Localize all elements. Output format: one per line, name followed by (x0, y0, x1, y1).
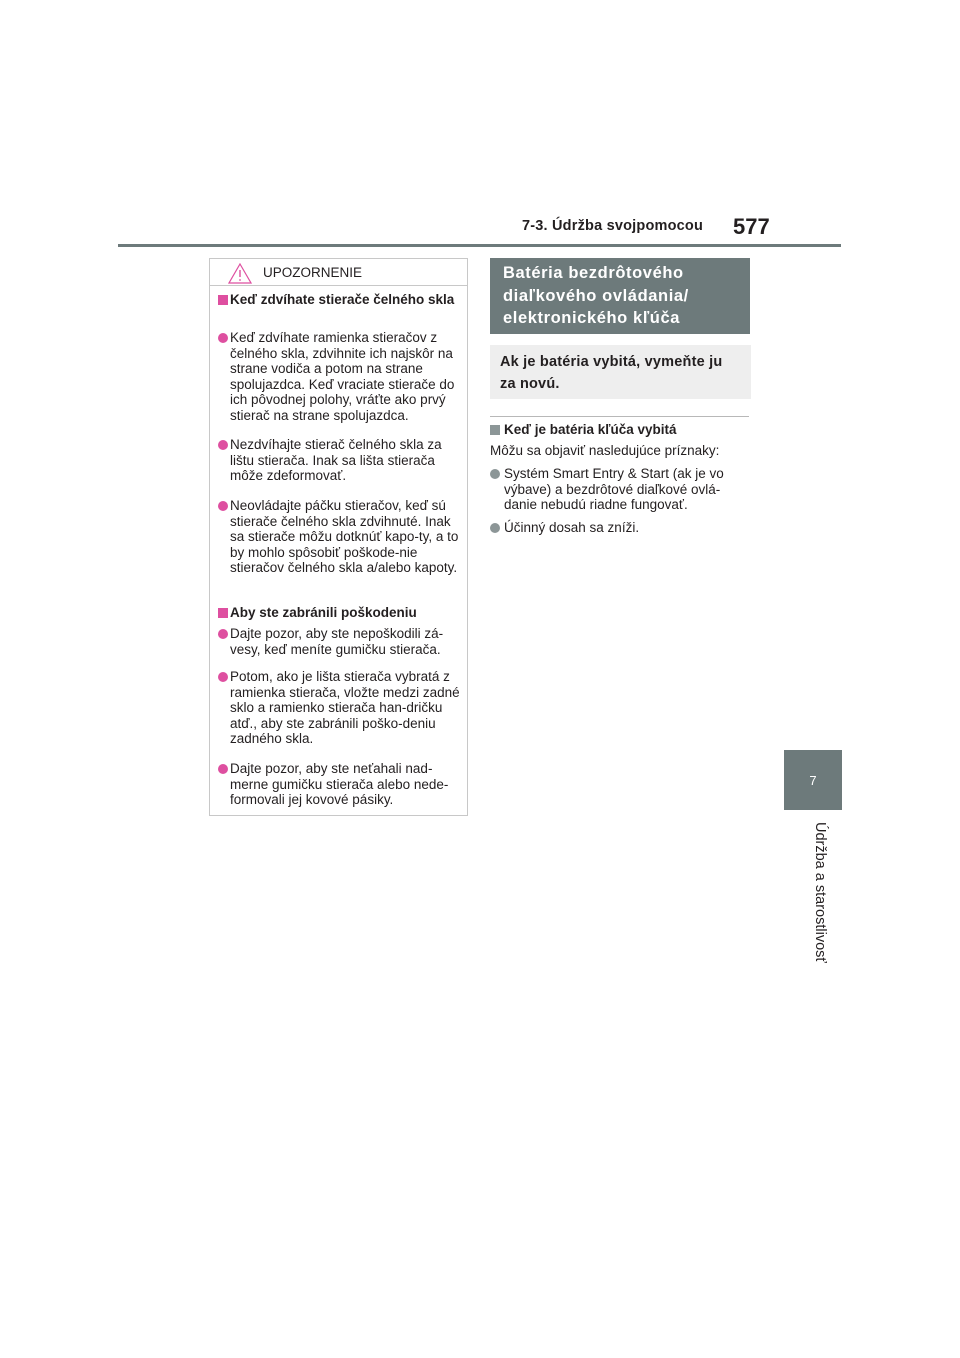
content-intro: Môžu sa objaviť nasledujúce príznaky: (490, 443, 720, 458)
section-title-line: diaľkového ovládania/ (503, 286, 689, 305)
round-bullet-icon (218, 764, 228, 774)
square-bullet-icon (490, 425, 500, 435)
caution-bullet: Dajte pozor, aby ste nepoškodili zá-vesy, keď meníte gumičku stierača. (218, 626, 464, 657)
round-bullet-icon (218, 440, 228, 450)
caution-bullet: Potom, ako je lišta stierača vybratá z ramienka stierača, vložte medzi zadné sklo a ramienko stierača han-dričku atď., aby ste zabránili poško-deniu zadného skla. (218, 669, 464, 747)
chapter-number: 7 (809, 772, 817, 788)
round-bullet-icon (490, 523, 500, 533)
warning-triangle-icon (228, 263, 252, 284)
round-bullet-icon (218, 501, 228, 511)
caution-title: UPOZORNENIE (263, 265, 363, 280)
content-heading: Keď je batéria kľúča vybitá (490, 422, 752, 438)
section-subtitle-line: za novú. (500, 376, 560, 392)
section-subtitle-box (490, 345, 751, 399)
round-bullet-icon (218, 629, 228, 639)
chapter-tab[interactable] (784, 750, 842, 810)
caution-heading: Keď zdvíhate stierače čelného skla (218, 292, 464, 308)
caution-bullet: Keď zdvíhate ramienka stieračov z čelného skla, zdvihnite ich najskôr na strane vodiča a potom na strane spolujazdca. Keď vraciate stierače do ich pôvodnej polohy, vráťte ako prvý stierač na strane spolujazdca. (218, 330, 464, 423)
caution-box (209, 258, 468, 816)
caution-bullet: Nezdvíhajte stierač čelného skla za lištu stierača. Inak sa lišta stierača môže zdeformovať. (218, 437, 464, 484)
caution-heading: Aby ste zabránili poškodeniu (218, 605, 464, 621)
chapter-title: Údržba a starostlivosť (812, 822, 828, 963)
caution-bullet: Neovládajte páčku stieračov, keď sú stierače čelného skla zdvihnuté. Inak sa stierače môžu dotknúť kapo-ty, a to by mohlo spôsobiť poškode-nie stieračov čelného skla a/alebo kapoty. (218, 498, 464, 576)
section-title: 7-3. Údržba svojpomocou (522, 218, 704, 234)
round-bullet-icon (218, 672, 228, 682)
section-heading-box (490, 258, 750, 334)
caution-bullet: Dajte pozor, aby ste neťahali nad-merne gumičku stierača alebo nede-formovali jej kovové pásiky. (218, 761, 464, 808)
round-bullet-icon (218, 333, 228, 343)
content-divider (490, 416, 749, 417)
section-title-line: Batéria bezdrôtového (503, 264, 684, 282)
section-subtitle-line: Ak je batéria vybitá, vymeňte ju (500, 354, 723, 370)
section-title-line: elektronického kľúča (503, 309, 681, 327)
content-bullet: Účinný dosah sa zníži. (490, 520, 752, 536)
round-bullet-icon (490, 469, 500, 479)
page-number: 577 (733, 214, 770, 239)
caution-header (210, 259, 467, 286)
content-bullet: Systém Smart Entry & Start (ak je vo výbave) a bezdrôtové diaľkové ovlá-danie nebudú riadne fungovať. (490, 466, 752, 513)
square-bullet-icon (218, 295, 228, 305)
square-bullet-icon (218, 608, 228, 618)
header-divider (118, 244, 841, 247)
